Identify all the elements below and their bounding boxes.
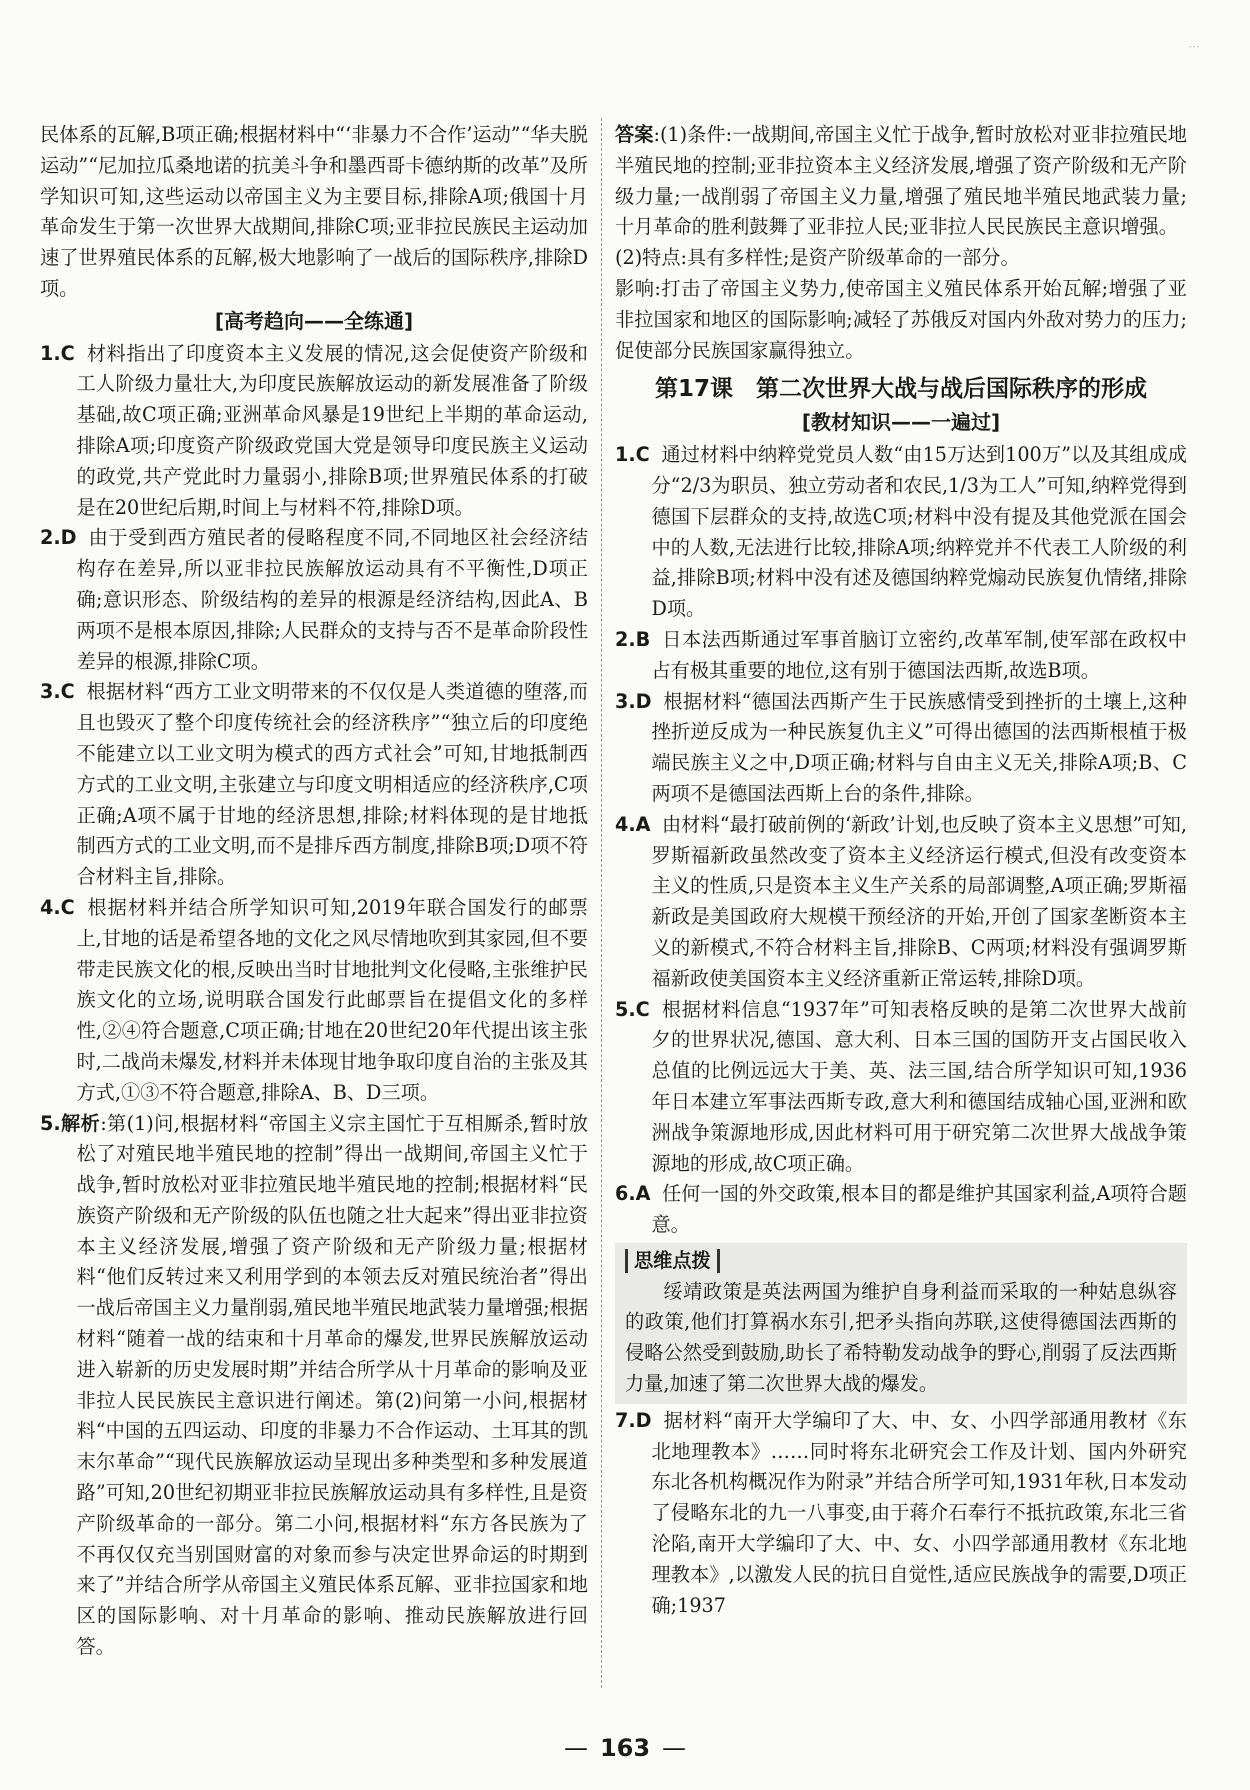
item-answer: C	[60, 895, 75, 919]
item-answer: D	[635, 1408, 652, 1432]
item-explanation: 根据材料“西方工业文明带来的不仅仅是人类道德的堕落,而且也毁灭了整个印度传统社会的经济秩序”“独立后的印度绝不能建立以工业文明为模式的西方式社会”可知,甘地抵制西方式的工业文明,主张建立与印度文明相适应的经济秩序,C项正确;A项不属于甘地的经济思想,排除;材料体现的是甘地抵制西方式的工业文明,而不是排斥西方制度,排除B项;D项不符合材料主旨,排除。	[76, 680, 588, 889]
answer-paragraph-2: (2)特点:具有多样性;是资产阶级革命的一部分。	[615, 246, 1020, 270]
right-item-3	[615, 687, 1187, 810]
lesson-title: 第17课 第二次世界大战与战后国际秩序的形成	[654, 376, 1147, 403]
right-item-6	[615, 1179, 1187, 1241]
item-number: 5.	[40, 1111, 61, 1135]
footer-dash-right: —	[662, 1734, 687, 1762]
item-explanation: 通过材料中纳粹党党员人数“由15万达到100万”以及其组成成分“2/3为职员、独立劳动者和农民,1/3为工人”可知,纳粹党得到德国下层群众的支持,故选C项;材料中没有提及其他党派在国会中的人数,无法进行比较,排除A项;纳粹党并不代表工人阶级的利益,排除B项;材料中没有述及德国纳粹党煽动民族复仇情绪,排除D项。	[651, 443, 1187, 621]
right-item-1	[615, 440, 1187, 625]
item-explanation: 材料指出了印度资本主义发展的情况,这会促使资产阶级和工人阶级力量壮大,为印度民族解放运动的新发展准备了阶级基础,故C项正确;亚洲革命风暴是19世纪上半期的革命运动,排除A项;印度资产阶级政党国大党是领导印度民族主义运动的政党,共产党此时力量弱小,排除B项;世界殖民体系的打破是在20世纪后期,时间上与材料不符,排除D项。	[76, 341, 588, 519]
thinking-tip-text: 绥靖政策是英法两国为维护自身利益而采取的一种姑息纵容的政策,他们打算祸水东引,把矛头指向苏联,这使得德国法西斯的侵略公然受到鼓励,助长了希特勒发动战争的野心,削弱了反法西斯力量,加速了第二次世界大战的爆发。	[625, 1279, 1177, 1396]
answer-label: 答案	[615, 123, 654, 146]
item-explanation: 根据材料并结合所学知识可知,2019年联合国发行的邮票上,甘地的话是希望各地的文化之风尽情地吹到其家园,但不要带走民族文化的根,反映出当时甘地批判文化侵略,主张维护民族文化的立场,说明联合国发行此邮票旨在提倡文化的多样性,②④符合题意,C项正确;甘地在20世纪20年代提出该主张时,二战尚未爆发,材料并未体现甘地争取印度自治的主张及其方式,①③不符合题意,排除A、B、D三项。	[76, 895, 588, 1104]
item-number: 4.	[615, 812, 636, 836]
item-answer: C	[635, 997, 650, 1021]
item-explanation: :第(1)问,根据材料“帝国主义宗主国忙于互相厮杀,暂时放松了对殖民地半殖民地的控制”得出一战期间,帝国主义忙于战争,暂时放松对亚非拉殖民地半殖民地的控制;根据材料“民族资产阶级和无产阶级的队伍也随之壮大起来”得出亚非拉资本主义经济发展,增强了资产阶级和无产阶级力量;根据材料“他们反转过来又利用学到的本领去反对殖民统治者”得出一战后帝国主义力量削弱,殖民地半殖民地武装力量增强;根据材料“随着一战的结束和十月革命的爆发,世界民族解放运动进入崭新的历史发展时期”并结合所学从十月革命的影响及亚非拉人民民族民主意识进行阐述。第(2)问第一小问,根据材料“中国的五四运动、印度的非暴力不合作运动、土耳其的凯末尔革命”“现代民族解放运动呈现出多种类型和多种发展道路”可知,20世纪初期亚非拉民族解放运动具有多样性,且是资产阶级革命的一部分。第二小问,根据材料“东方各民族为了不再仅仅充当别国财富的对象而参与决定世界命运的时期到来了”并结合所学从帝国主义殖民体系瓦解、亚非拉国家和地区的国际影响、对十月革命的影响、推动民族解放进行回答。	[76, 1111, 589, 1659]
corner-mark: ···	[1188, 40, 1200, 54]
item-number: 7.	[615, 1408, 636, 1432]
right-item-5	[615, 995, 1187, 1180]
analysis-label: 解析	[60, 1111, 101, 1135]
item-number: 5.	[615, 997, 636, 1021]
item-number: 6.	[615, 1182, 636, 1206]
item-number: 1.	[615, 443, 636, 467]
item-number: 1.	[40, 341, 61, 365]
item-explanation: 根据材料信息“1937年”可知表格反映的是第二次世界大战前夕的世界状况,德国、意大利、日本三国的国防开支占国民收入总值的比例远远大于美、英、法三国,结合所学知识可知,1936年日本建立军事法西斯专政,意大利和德国结成轴心国,亚洲和欧洲战争策源地形成,因此材料可用于研究第二次世界大战战争策源地的形成,故C项正确。	[651, 997, 1187, 1175]
page-number: 163	[599, 1734, 651, 1762]
thinking-tip-box	[615, 1243, 1187, 1404]
right-item-2	[615, 625, 1187, 687]
left-item-2	[40, 523, 588, 677]
item-number: 3.	[615, 689, 636, 713]
item-explanation: 日本法西斯通过军事首脑订立密约,改革军制,使军部在政权中占有极其重要的地位,这有别于德国法西斯,故选B项。	[651, 627, 1187, 682]
answer-paragraph-1	[615, 120, 1187, 243]
item-answer: C	[60, 680, 75, 704]
right-section-title: [教材知识——一遍过]	[801, 410, 1001, 435]
left-intro-paragraph: 民体系的瓦解,B项正确;根据材料中“‘非暴力不合作’运动”“华夫脱运动”“尼加拉瓜桑地诺的抗美斗争和墨西哥卡德纳斯的改革”及所学知识可知,这些运动以帝国主义为主要目标,排除A项;俄国十月革命发生于第一次世界大战期间,排除C项;亚非拉民族民主运动加速了世界殖民体系的瓦解,极大地影响了一战后的国际秩序,排除D项。	[40, 123, 588, 300]
right-item-7	[615, 1406, 1187, 1622]
left-item-3	[40, 677, 588, 893]
right-item-4	[615, 810, 1187, 995]
item-answer: C	[60, 341, 75, 365]
item-explanation: 任何一国的外交政策,根本目的都是维护其国家利益,A项符合题意。	[651, 1182, 1187, 1237]
item-explanation: 根据材料“德国法西斯产生于民族感情受到挫折的土壤上,这种挫折逆反成为一种民族复仇主义”可得出德国的法西斯根植于极端民族主义之中,D项正确;材料与自由主义无关,排除A项;B、C两项不是德国法西斯上台的条件,排除。	[651, 689, 1187, 805]
item-explanation: 由于受到西方殖民者的侵略程度不同,不同地区社会经济结构存在差异,所以亚非拉民族解放运动具有不平衡性,D项正确;意识形态、阶级结构的差异的根源是经济结构,因此A、B两项不是根本原因,排除;人民群众的支持与否不是革命阶段性差异的根源,排除C项。	[76, 526, 588, 673]
left-column	[40, 120, 588, 1663]
left-item-5	[40, 1109, 588, 1663]
answer-text: :(1)条件:一战期间,帝国主义忙于战争,暂时放松对亚非拉殖民地半殖民地的控制;亚非拉资本主义经济发展,增强了资产阶级和无产阶级力量;一战削弱了帝国主义力量,增强了殖民地半殖民地武装力量;十月革命的胜利鼓舞了亚非拉人民;亚非拉人民民族民主意识增强。	[615, 123, 1187, 239]
left-section-title: [高考趋向——全练通]	[214, 308, 414, 333]
item-explanation: 由材料“最打破前例的‘新政’计划,也反映了资本主义思想”可知,罗斯福新政虽然改变了资本主义经济运行模式,但没有改变资本主义的性质,只是资本主义生产关系的局部调整,A项正确;罗斯福新政是美国政府大规模干预经济的开始,开创了国家垄断资本主义的新模式,不符合材料主旨,排除B、C两项;材料没有强调罗斯福新政使美国资本主义经济重新正常运转,排除D项。	[651, 812, 1187, 990]
footer-dash-left: —	[563, 1734, 588, 1762]
item-answer: A	[635, 812, 651, 836]
item-answer: D	[635, 689, 652, 713]
item-answer: D	[60, 526, 77, 550]
item-answer: C	[635, 443, 650, 467]
left-item-4	[40, 893, 588, 1109]
item-number: 2.	[615, 627, 636, 651]
item-answer: A	[635, 1182, 651, 1206]
thinking-tip-label: 思维点拨	[625, 1249, 720, 1273]
item-explanation: 据材料“南开大学编印了大、中、女、小四学部通用教材《东北地理教本》……同时将东北研究会工作及计划、国内外研究东北各机构概况作为附录”并结合所学可知,1931年秋,日本发动了侵略东北的九一八事变,由于蒋介石奉行不抵抗政策,东北三省沦陷,南开大学编印了大、中、女、小四学部通用教材《东北地理教本》,以激发人民的抗日自觉性,适应民族战争的需要,D项正确;1937	[651, 1408, 1187, 1617]
right-column	[615, 120, 1187, 1621]
item-number: 2.	[40, 526, 61, 550]
item-number: 3.	[40, 680, 61, 704]
page-footer	[0, 1734, 1250, 1762]
left-item-1	[40, 339, 588, 524]
column-divider	[601, 118, 602, 1688]
answer-paragraph-3: 影响:打击了帝国主义势力,使帝国主义殖民体系开始瓦解;增强了亚非拉国家和地区的国际影响;减轻了苏俄反对国内外敌对势力的压力;促使部分民族国家赢得独立。	[615, 276, 1187, 362]
item-number: 4.	[40, 895, 61, 919]
item-answer: B	[635, 627, 651, 651]
